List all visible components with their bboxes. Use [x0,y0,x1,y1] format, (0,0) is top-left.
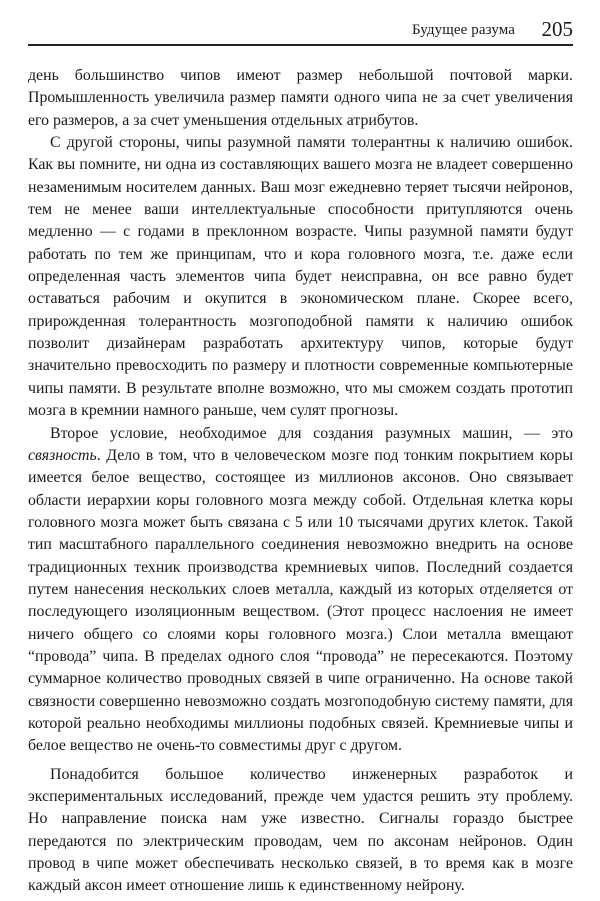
paragraph-1: день большинство чипов имеют размер небольшой почтовой марки. Промышленность увеличила размер памяти одного чипа не за счет увеличения его размеров, а за счет уменьшения отдельных атрибутов. [28,67,573,129]
paragraph-3 [28,423,573,758]
running-title: Будущее разума [411,22,515,38]
page-number: 205 [541,17,573,41]
emphasis-term: связность [28,446,97,464]
paragraph-3-start: Второе условие, необходимое для создания разумных машин, — это [50,424,573,442]
paragraph-3-rest: . Дело в том, что в человеческом мозге под тонким покрытием коры имеется белое вещество, состоящее из миллионов аксонов. Оно связывает области иерархии коры головного мозга между собой. Отдельная клетка коры головного мозга может быть связана с 5 или 10 тысячами других клеток. Такой тип масштабного параллельного соединения невозможно внедрить на основе традиционных техник производства кремниевых чипов. Последний создается путем нанесения нескольких слоев металла, каждый из которых отделяется от последующего изоляционным веществом. (Этот процесс наслоения не имеет ничего общего со слоями коры головного мозга.) Слои металла вмещают “провода” чипа. В пределах одного слоя “провода” не пересекаются. Поэтому суммарное количество проводных связей в чипе ограниченно. На основе такой связности совершенно невозможно создать мозгоподобную систему памяти, для которой реально необходимы миллионы подобных связей. Кремниевые чипы и белое вещество не очень-то совместимы друг с другом. [28,446,573,755]
page-header [28,0,573,46]
paragraph-4: Понадобится большое количество инженерных разработок и экспериментальных исследований, прежде чем удастся решить эту проблему. Но направление поиска нам уже известно. Сигналы гораздо быстрее передаются по электрическим проводам, чем по аксонам нейронов. Один провод в чипе может обеспечивать несколько связей, в то время как в мозге каждый аксон имеет отношение лишь к единственному нейрону. [28,765,573,895]
paragraph-2: С другой стороны, чипы разумной памяти толерантны к наличию ошибок. Как вы помните, ни одна из составляющих вашего мозга не владеет совершенно незаменимым носителем данных. Ваш мозг ежедневно теряет тысячи нейронов, тем не менее ваши интеллектуальные способности притупляются очень медленно — с годами в преклонном возрасте. Чипы разумной памяти будут работать по тем же принципам, что и кора головного мозга, т.е. даже если определенная часть элементов чипа будет неисправна, он все равно будет оставаться рабочим и окупится в экономическом плане. Скорее всего, прирожденная толерантность мозгоподобной памяти к наличию ошибок позволит дизайнерам разработать архитектуру чипов, которые будут значительно превосходить по размеру и плотности современные компьютерные чипы памяти. В результате вполне возможно, что мы сможем создать прототип мозга в кремнии намного раньше, чем сулят прогнозы. [28,134,573,420]
book-page [28,0,573,898]
page-body [28,65,573,898]
